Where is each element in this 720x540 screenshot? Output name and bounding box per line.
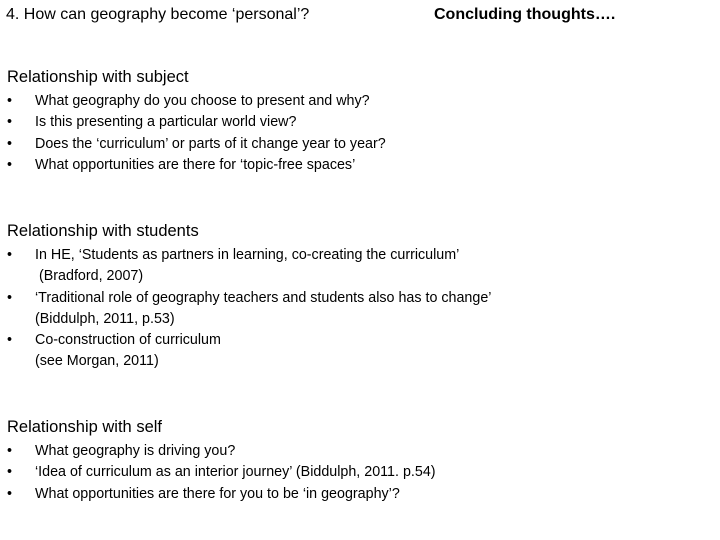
item-text: Is this presenting a particular world view? [35,114,297,131]
list-item [7,462,436,483]
slide-title: 4. How can geography become ‘personal’? [6,6,310,23]
item-citation: (Biddulph, 2011, p.53) [35,310,175,327]
item-text: ‘Idea of curriculum as an interior journey’ (Biddulph, 2011. p.54) [35,464,436,481]
list-item [7,330,491,373]
item-citation: (see Morgan, 2011) [35,353,159,370]
bullet-icon: • [7,289,13,306]
bullet-icon: • [7,464,13,481]
item-text: ‘Traditional role of geography teachers and students also has to change’ [35,289,492,306]
item-text: In HE, ‘Students as partners in learning, co-creating the curriculum’ [35,247,460,263]
bullet-icon: • [7,114,13,131]
section-heading: Relationship with students [7,222,199,240]
bullet-list [7,91,386,176]
slide-subtitle: Concluding thoughts…. [434,6,616,23]
bullet-icon: • [7,156,13,173]
section-heading: Relationship with self [7,418,162,436]
section-subject [7,67,386,176]
item-text: What geography is driving you? [35,443,236,459]
bullet-icon: • [7,135,13,152]
item-citation: (Bradford, 2007) [39,268,144,285]
list-item [7,112,386,133]
bullet-icon: • [7,93,13,109]
bullet-icon: • [7,332,13,349]
list-item [7,245,491,288]
list-item [7,134,386,155]
list-item [7,91,386,112]
item-text: What geography do you choose to present and why? [35,93,370,109]
section-heading: Relationship with subject [7,68,189,86]
list-item [7,288,491,331]
bullet-list [7,441,436,505]
list-item [7,441,436,462]
bullet-icon: • [7,247,13,263]
section-students [7,221,491,373]
bullet-list [7,245,491,373]
bullet-icon: • [7,485,13,502]
list-item [7,484,436,505]
item-text: What opportunities are there for ‘topic-free spaces’ [35,156,356,173]
bullet-icon: • [7,443,13,459]
list-item [7,155,386,176]
item-text: Does the ‘curriculum’ or parts of it change year to year? [35,135,386,152]
item-text: What opportunities are there for you to be ‘in geography’? [35,485,400,502]
section-self [7,417,436,505]
item-text: Co-construction of curriculum [35,332,221,349]
